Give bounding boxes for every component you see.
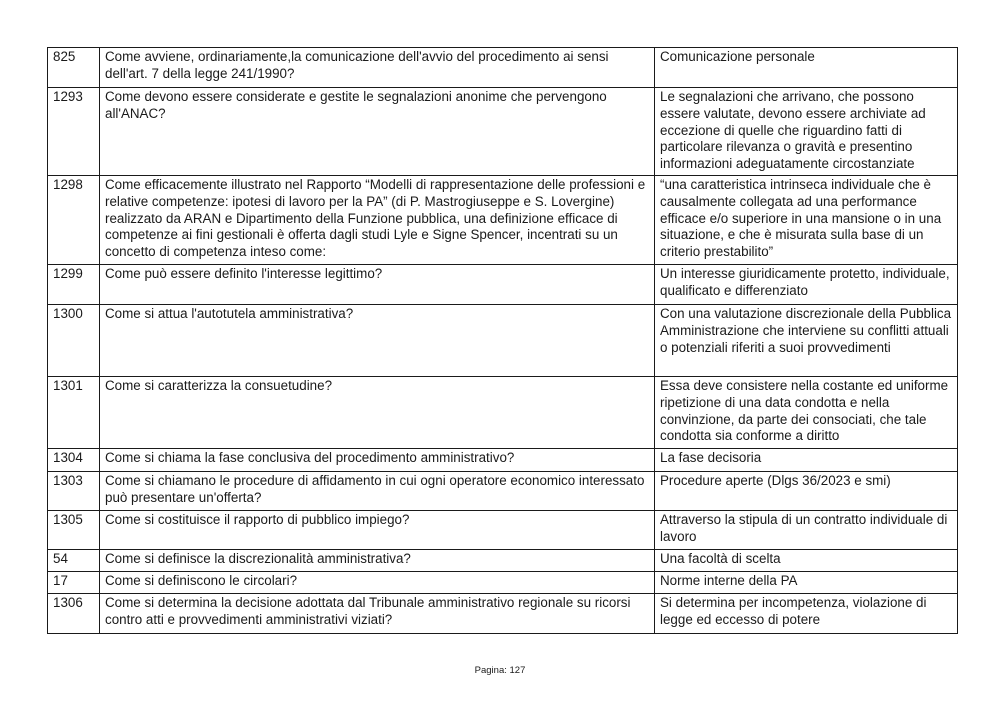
row-answer: “una caratteristica intrinseca individuale che è causalmente collegata ad una performance efficace e/o superiore in una mansione o in una situazione, e che è misurata sulla base di un criterio prestabilito” [655, 176, 958, 265]
table-row [48, 176, 958, 265]
table-row [48, 88, 958, 176]
row-id: 1300 [48, 305, 100, 377]
page-number: Pagina: 127 [474, 665, 526, 676]
row-question: Come efficacemente illustrato nel Rapporto “Modelli di rappresentazione delle professioni e relative competenze: ipotesi di lavoro per la PA” (di P. Mastrogiuseppe e S. Lovergine) realizzato da ARAN e Dipartimento della Funzione pubblica, una definizione efficace di competenze ai fini gestionali è offerta dagli studi Lyle e Signe Spencer, incentrati su un concetto di competenza inteso come: [100, 176, 655, 265]
row-answer: Essa deve consistere nella costante ed uniforme ripetizione di una data condotta e nella convinzione, da parte dei consociati, che tale condotta sia conforme a diritto [655, 377, 958, 449]
table-row [48, 572, 958, 594]
table-row [48, 377, 958, 449]
row-question: Come si costituisce il rapporto di pubblico impiego? [100, 511, 655, 550]
row-id: 1299 [48, 265, 100, 305]
row-question: Come devono essere considerate e gestite le segnalazioni anonime che pervengono all'ANAC? [100, 88, 655, 176]
row-question: Come si attua l'autotutela amministrativa? [100, 305, 655, 377]
row-question: Come avviene, ordinariamente,la comunicazione dell'avvio del procedimento ai sensi dell'art. 7 della legge 241/1990? [100, 48, 655, 88]
table-row [48, 305, 958, 377]
table-row [48, 48, 958, 88]
qa-table [47, 47, 958, 634]
row-answer: Con una valutazione discrezionale della Pubblica Amministrazione che interviene su conflitti attuali o potenziali riferiti a suoi provvedimenti [655, 305, 958, 377]
table-row [48, 472, 958, 511]
row-answer: Un interesse giuridicamente protetto, individuale, qualificato e differenziato [655, 265, 958, 305]
row-id: 1303 [48, 472, 100, 511]
table-row [48, 449, 958, 472]
row-question: Come può essere definito l'interesse legittimo? [100, 265, 655, 305]
row-question: Come si chiamano le procedure di affidamento in cui ogni operatore economico interessato può presentare un'offerta? [100, 472, 655, 511]
table-row [48, 594, 958, 634]
row-answer: Comunicazione personale [655, 48, 958, 88]
table-row [48, 511, 958, 550]
row-answer: La fase decisoria [655, 449, 958, 472]
row-question: Come si caratterizza la consuetudine? [100, 377, 655, 449]
table-row [48, 265, 958, 305]
row-id: 1306 [48, 594, 100, 634]
row-answer: Attraverso la stipula di un contratto individuale di lavoro [655, 511, 958, 550]
row-answer: Si determina per incompetenza, violazione di legge ed eccesso di potere [655, 594, 958, 634]
table-row [48, 550, 958, 572]
row-question: Come si definisce la discrezionalità amministrativa? [100, 550, 655, 572]
row-id: 1301 [48, 377, 100, 449]
row-id: 1304 [48, 449, 100, 472]
row-id: 1305 [48, 511, 100, 550]
row-id: 17 [48, 572, 100, 594]
row-answer: Procedure aperte (Dlgs 36/2023 e smi) [655, 472, 958, 511]
row-answer: Norme interne della PA [655, 572, 958, 594]
row-answer: Le segnalazioni che arrivano, che possono essere valutate, devono essere archiviate ad eccezione di quelle che riguardino fatti di particolare rilevanza o gravità e presentino informazioni adeguatamente circostanziate [655, 88, 958, 176]
row-question: Come si determina la decisione adottata dal Tribunale amministrativo regionale su ricorsi contro atti e provvedimenti amministrativi viziati? [100, 594, 655, 634]
row-id: 1293 [48, 88, 100, 176]
row-question: Come si chiama la fase conclusiva del procedimento amministrativo? [100, 449, 655, 472]
row-id: 54 [48, 550, 100, 572]
row-answer: Una facoltà di scelta [655, 550, 958, 572]
row-id: 825 [48, 48, 100, 88]
row-question: Come si definiscono le circolari? [100, 572, 655, 594]
row-id: 1298 [48, 176, 100, 265]
